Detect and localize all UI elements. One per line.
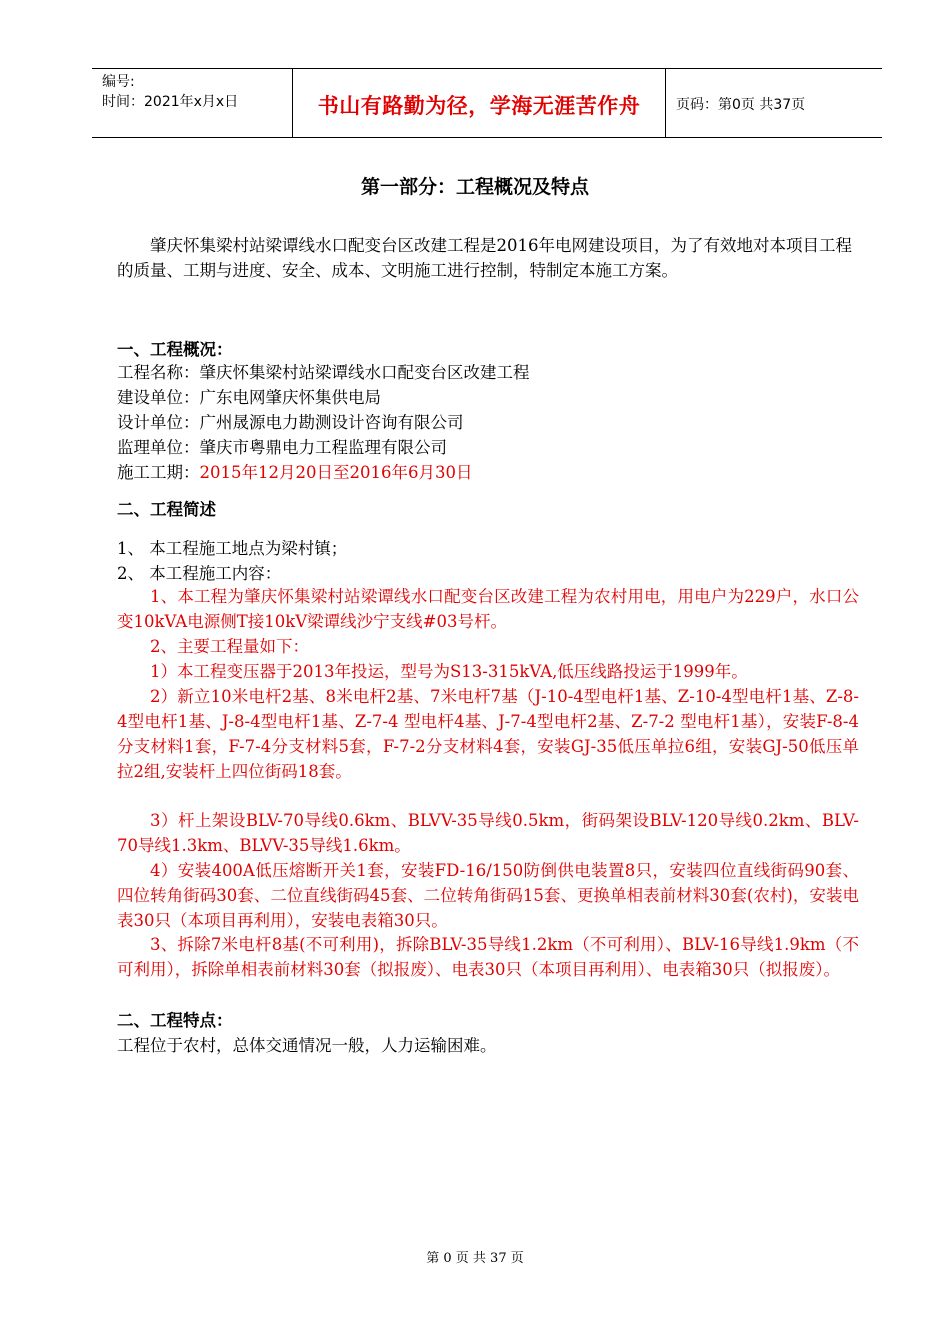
- header-page-info: 页码：第0页 共37页: [676, 97, 806, 113]
- construction-period: [117, 460, 472, 485]
- content-paragraph-6: 4）安装400A低压熔断开关1套，安装FD-16/150防倒供电装置8只，安装四位直线街码90套、四位转角街码30套、二位直线街码45套、二位转角街码15套、更换单相表前材料30套(农村)，安装电表30只（本项目再利用），安装电表箱30只。: [117, 861, 859, 930]
- header-info-cell: [92, 69, 293, 137]
- header-motto: 书山有路勤为径，学海无涯苦作舟: [317, 94, 641, 118]
- content-paragraph-4: 2）新立10米电杆2基、8米电杆2基、7米电杆7基（J-10-4型电杆1基、Z-10-4型电杆1基、Z-8-4型电杆1基、J-8-4型电杆1基、Z-7-4 型电杆4基、J-7-4型电杆2基、Z-7-2 型电杆1基），安装F-8-4分支材料1套，F-7-4分支材料5套，F-7-2分支材料4套，安装GJ-35低压单拉6组，安装GJ-50低压单拉2组,安装杆上四位街码18套。: [117, 687, 859, 781]
- period-value: 2015年12月20日至2016年6月30日: [199, 463, 473, 482]
- features-heading: 二、工程特点：: [117, 1011, 233, 1030]
- design-unit: 设计单位：广州晟源电力勘测设计咨询有限公司: [117, 413, 464, 432]
- supervision-unit: 监理单位：肇庆市粤鼎电力工程监理有限公司: [117, 438, 447, 457]
- page-title: 第一部分：工程概况及特点: [360, 176, 589, 198]
- content-paragraph-2: 2、主要工程量如下：: [150, 637, 309, 656]
- summary-item-1: 1、 本工程施工地点为梁村镇；: [117, 539, 348, 558]
- period-label: 施工工期：: [117, 463, 200, 482]
- document-time: 时间：2021年x月x日: [102, 94, 239, 110]
- header-page-cell: [666, 69, 882, 137]
- content-paragraph-7: 3、拆除7米电杆8基(不可利用)，拆除BLV-35导线1.2km（不可利用）、BLV-16导线1.9km（不可利用），拆除单相表前材料30套（拟报废）、电表30只（本项目再利用）、电表箱30只（拟报废）。: [117, 935, 859, 979]
- header-table: [92, 68, 882, 138]
- document-number-label: 编号:: [102, 74, 135, 90]
- project-name: 工程名称：肇庆怀集梁村站梁谭线水口配变台区改建工程: [117, 363, 530, 382]
- page-footer: 第 0 页 共 37 页: [426, 1251, 524, 1266]
- features-text: 工程位于农村，总体交通情况一般，人力运输困难。: [117, 1036, 497, 1055]
- header-motto-cell: [293, 69, 666, 137]
- content-paragraph-1: 1、本工程为肇庆怀集梁村站梁谭线水口配变台区改建工程为农村用电，用电户为229户，水口公变10kVA电源侧T接10kV梁谭线沙宁支线#03号杆。: [117, 587, 859, 631]
- overview-heading: 一、工程概况：: [117, 340, 233, 359]
- intro-paragraph: 肇庆怀集梁村站梁谭线水口配变台区改建工程是2016年电网建设项目，为了有效地对本项目工程的质量、工期与进度、安全、成本、文明施工进行控制，特制定本施工方案。: [117, 236, 852, 280]
- summary-item-2: 2、 本工程施工内容：: [117, 564, 282, 583]
- content-paragraph-3: 1）本工程变压器于2013年投运，型号为S13-315kVA,低压线路投运于1999年。: [150, 662, 748, 681]
- summary-heading: 二、工程简述: [117, 500, 216, 519]
- content-paragraph-5: 3）杆上架设BLV-70导线0.6km、BLVV-35导线0.5km，街码架设BLV-120导线0.2km、BLV-70导线1.3km、BLVV-35导线1.6km。: [117, 811, 859, 855]
- builder-unit: 建设单位：广东电网肇庆怀集供电局: [117, 388, 381, 407]
